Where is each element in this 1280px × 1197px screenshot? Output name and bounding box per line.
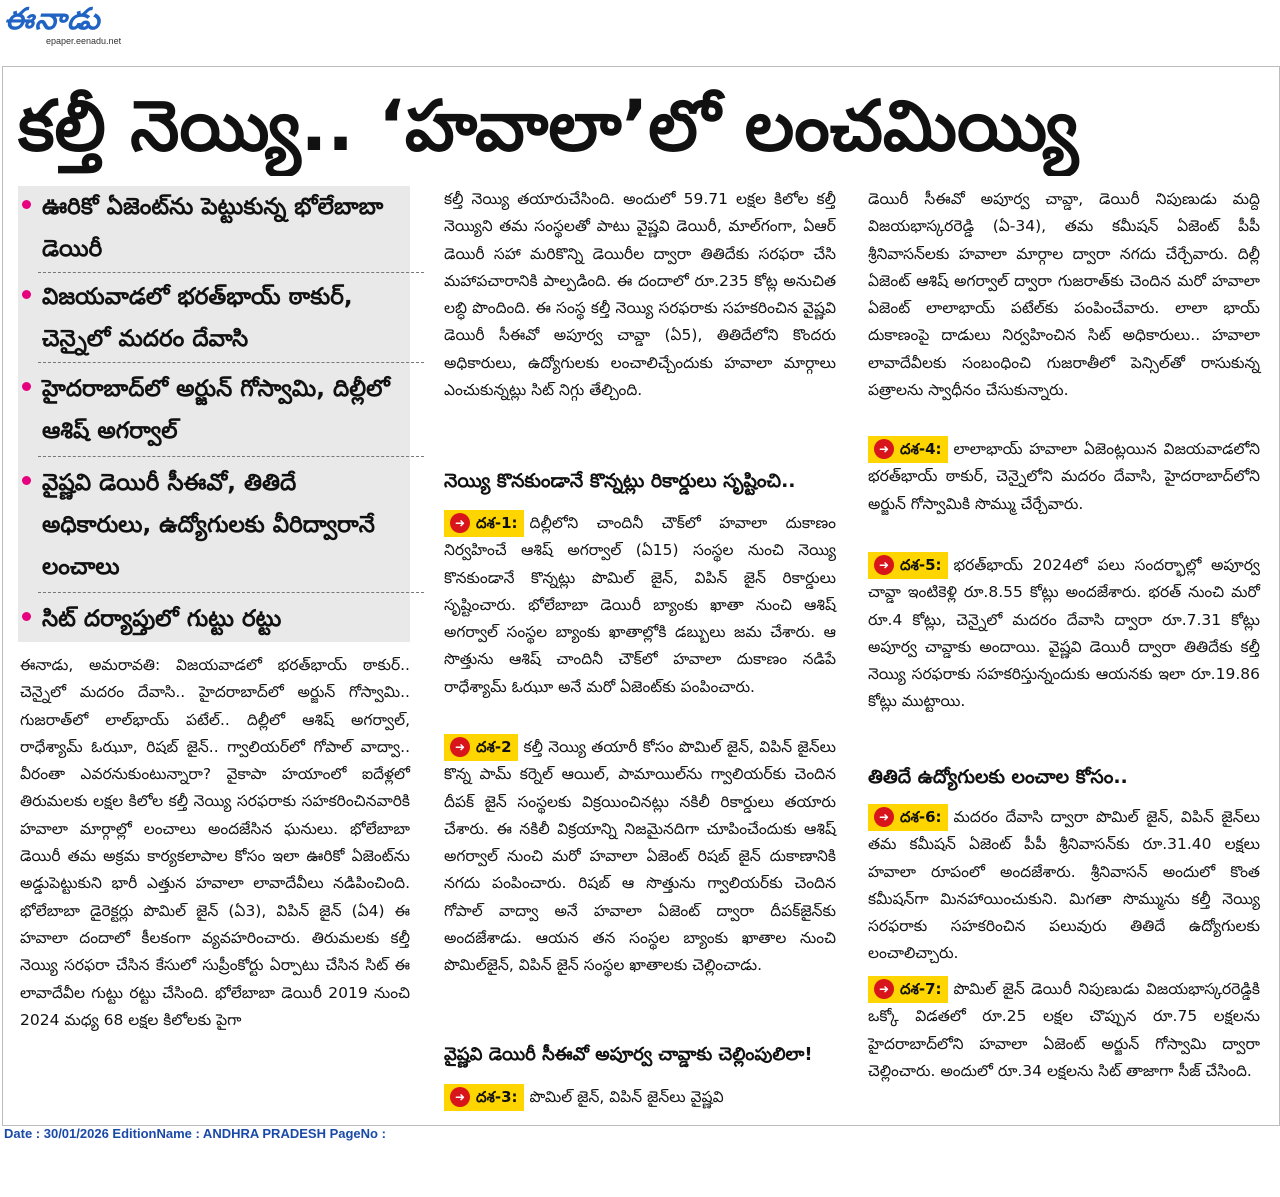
stage-text: పొమిల్‌ జైన్‌, విపిన్‌ జైన్‌లు వైష్ణవి bbox=[529, 1088, 724, 1106]
article-headline: కల్తీ నెయ్యి.. ‘హవాలా’లో లంచమియ్యి bbox=[18, 85, 1079, 167]
stage-sticker bbox=[868, 436, 948, 463]
stage-6 bbox=[868, 804, 1260, 968]
stage-sticker bbox=[868, 804, 948, 831]
column-3-intro bbox=[868, 186, 1260, 404]
site-url[interactable]: epaper.eenadu.net bbox=[46, 36, 122, 46]
stage-text: లాలాభాయ్‌ హవాలా ఏజెంట్లయిన విజయవాడలోని భరత్‌భాయ్‌ ఠాకుర్‌, చెన్నైలోని మదరం దేవాసి, హైదరాబాద్‌లోని అర్జున్‌ గోస్వామికి సొమ్ము చేర్చేవారు. bbox=[868, 440, 1260, 513]
highlight-text: ఊరికో ఏజెంట్‌ను పెట్టుకున్న భోలేబాబా డెయిరీ bbox=[42, 194, 384, 262]
bullet-icon bbox=[22, 382, 31, 391]
stage-sticker bbox=[868, 976, 948, 1003]
stage-label: దశ-1: bbox=[476, 514, 518, 532]
eenadu-logo[interactable]: ఈనాడు bbox=[4, 2, 101, 37]
stage-2 bbox=[444, 734, 836, 980]
arrow-right-icon: ➜ bbox=[874, 555, 894, 575]
masthead bbox=[0, 0, 1280, 60]
stage-sticker bbox=[868, 552, 948, 579]
stage-4 bbox=[868, 436, 1260, 518]
stage-sticker bbox=[444, 734, 518, 761]
stage-text: కల్తీ నెయ్యి తయారీ కోసం పొమిల్‌ జైన్‌, విపిన్‌ జైన్‌లు కొన్న పామ్‌ కర్నెల్‌ ఆయిల్‌, పామాయిల్‌ను గ్వాలియర్‌కు చెందిన దీపక్‌ జైన్‌ సంస్థలకు విక్రయించినట్లు నకిలీ రికార్డులు తయారు చేశారు. ఈ నకిలీ విక్రయాన్ని నిజమైనదిగా చూపించేందుకు ఆశిష్‌ అగర్వాల్‌ నుంచి మరో హవాలా ఏజెంట్‌ రిషబ్‌ జైన్‌ దుకాణానికి నగదు పంపించారు. రిషబ్‌ ఆ సొత్తును గ్వాలియర్‌కు చెందిన గోపాల్‌ వాద్వా అనే హవాలా ఏజెంట్‌ ద్వారా దీపక్‌జైన్‌కు అందజేశాడు. ఆయన తన సంస్థల బ్యాంకు ఖాతాల నుంచి పొమిల్‌జైన్‌, విపిన్‌ జైన్‌ సంస్థల ఖాతాలకు చెల్లించాడు. bbox=[444, 738, 836, 975]
arrow-right-icon: ➜ bbox=[450, 1087, 470, 1107]
arrow-right-icon: ➜ bbox=[874, 979, 894, 999]
bullet-icon bbox=[22, 476, 31, 485]
column-2-intro bbox=[444, 186, 836, 404]
stage-text: పొమిల్‌ జైన్‌ డెయిరీ నిపుణుడు విజయభాస్కరరెడ్డికి ఒక్కో విడతలో రూ.25 లక్షల చొప్పున రూ.75 లక్షలను హైదరాబాద్‌లోని హవాలా ఏజెంట్‌ అర్జున్‌ గోస్వామి ద్వారా చెల్లించారు. అందులో రూ.34 లక్షలను సిట్‌ తాజాగా సీజ్‌ చేసింది. bbox=[868, 980, 1260, 1080]
paragraph: డెయిరీ సీఈవో అపూర్వ చావ్డా, డెయిరీ నిపుణుడు మద్ది విజయభాస్కరరెడ్డి (ఏ-34), తమ కమీషన్‌ ఏజెంట్‌ పీపీ శ్రీనివాసన్‌లకు హవాలా మార్గాల ద్వారా నగదు చేర్చేవారు. దిల్లీ ఏజెంట్‌ ఆశిష్‌ అగర్వాల్‌ ద్వారా గుజరాత్‌కు చెందిన మరో హవాలా ఏజెంట్‌ లాలాభాయ్‌ పటేల్‌కు పంపించేవారు. లాలా భాయ్‌ దుకాణంపై దాడులు నిర్వహించిన సిట్‌ అధికారులు.. హవాలా లావాదేవీలకు సంబంధించి గుజరాతీలో పెన్సిల్‌తో రాసుకున్న పత్రాలను స్వాధీనం చేసుకున్నారు. bbox=[868, 190, 1260, 400]
stage-5 bbox=[868, 552, 1260, 716]
highlight-text: సిట్‌ దర్యాప్తులో గుట్టు రట్టు bbox=[42, 606, 282, 632]
paragraph: కల్తీ నెయ్యి తయారుచేసింది. అందులో 59.71 లక్షల కిలోల కల్తీ నెయ్యిని తమ సంస్థలతో పాటు వైష్ణవి డెయిరీ, మాల్‌గంగా, ఏఆర్‌ డెయిరీ సహా మరికొన్ని డెయిరీల ద్వారా తితిదేకు సరఫరా చేసి మహాపచారానికి పాల్పడింది. ఈ దందాలో రూ.235 కోట్ల అనుచిత లబ్ధి పొందింది. ఈ సంస్థ కల్తీ నెయ్యి సరఫరాకు సహకరించిన వైష్ణవి డెయిరీ సీఈవో అపూర్వ చావ్డా (ఏ5), తితిదేలోని కొందరు అధికారులు, ఉద్యోగులకు లంచాలిచ్చేందుకు హవాలా మార్గాలు ఎంచుకున్నట్లు సిట్‌ నిగ్గు తేల్చింది. bbox=[444, 190, 836, 400]
lead-paragraph: ఈనాడు, అమరావతి: విజయవాడలో భరత్‌భాయ్‌ ఠాకుర్‌.. చెన్నైలో మదరం దేవాసి.. హైదరాబాద్‌లో అర్జున్‌ గోస్వామి.. గుజరాత్‌లో లాల్‌భాయ్‌ పటేల్‌.. దిల్లీలో ఆశిష్‌ అగర్వాల్‌, రాధేశ్యామ్‌ ఓఝూ, రిషబ్‌ జైన్‌.. గ్వాలియర్‌లో గోపాల్‌ వాద్వా.. వీరంతా ఎవరనుకుంటున్నారా? వైకాపా హయాంలో ఐదేళ్లలో తిరుమలకు లక్షల కిలోల కల్తీ నెయ్యి సరఫరాకు సహకరించినవారికి హవాలా మార్గాల్లో లంచాలు అందజేసిన ఘనులు. భోలేబాబా డెయిరీ తమ అక్రమ కార్యకలాపాల కోసం ఇలా ఊరికో ఏజెంట్‌ను అడ్డుపెట్టుకుని భారీ ఎత్తున హవాలా లావాదేవీలు నడిపించింది. భోలేబాబా డైరెక్టర్లు పొమిల్‌ జైన్‌ (ఏ3), విపిన్‌ జైన్‌ (ఏ4) ఈ హవాలా దందాలో కీలకంగా వ్యవహరించారు. తిరుమలకు కల్తీ నెయ్యి సరఫరా చేసిన కేసులో సుప్రీంకోర్టు ఏర్పాటు చేసిన సిట్‌ ఈ లావాదేవీల గుట్టు రట్టు చేసింది. భోలేబాబా డెయిరీ 2019 నుంచి 2024 మధ్య 68 లక్షల కిలోలకు పైగా bbox=[20, 656, 410, 1029]
stage-text: భరత్‌భాయ్‌ 2024లో పలు సందర్భాల్లో అపూర్వ చావ్డా ఇంటికెళ్లి రూ.8.55 కోట్లు అందజేశారు. భరత్‌ నుంచి మరో రూ.4 కోట్లు, చెన్నైలో మదరం దేవాసి ద్వారా రూ.7.31 కోట్లు అపూర్వ చావ్డాకు అందాయి. వైష్ణవి డెయిరీ ద్వారా తితిదేకు కల్తీ నెయ్యి సరఫరాకు సహకరిస్తున్నందుకు ఆయనకు ఇలా రూ.19.86 కోట్లు ముట్టాయి. bbox=[868, 556, 1260, 711]
stage-text: మదరం దేవాసి ద్వారా పొమిల్‌ జైన్‌, విపిన్‌ జైన్‌లు తమ కమీషన్‌ ఏజెంట్‌ పీపీ శ్రీనివాసన్‌కు రూ.31.40 లక్షలు హవాలా రూపంలో అందజేశారు. శ్రీనివాసన్‌ అందులో కొంత కమీషన్‌గా మినహాయించుకుని. మిగతా సొమ్మును కల్తీ నెయ్యి సరఫరాకు సహకరించిన పలువురు తితిదే ఉద్యోగులకు లంచాలిచ్చారు. bbox=[868, 808, 1260, 963]
stage-3 bbox=[444, 1084, 836, 1111]
bullet-icon bbox=[22, 200, 31, 209]
stage-1 bbox=[444, 510, 836, 701]
arrow-right-icon: ➜ bbox=[450, 737, 470, 757]
stage-label: దశ-2 bbox=[476, 738, 512, 756]
divider bbox=[38, 362, 424, 363]
edition-footer: Date : 30/01/2026 EditionName : ANDHRA PRADESH PageNo : bbox=[4, 1126, 386, 1141]
stage-label: దశ-6: bbox=[900, 808, 942, 826]
stage-label: దశ-3: bbox=[476, 1088, 518, 1106]
subheading: తితిదే ఉద్యోగులకు లంచాల కోసం.. bbox=[868, 766, 1128, 788]
highlight-text: వైష్ణవి డెయిరీ సీఈవో, తితిదే అధికారులు, ఉద్యోగులకు వీరిద్వారానే లంచాలు bbox=[42, 470, 375, 580]
divider bbox=[38, 272, 424, 273]
highlight-text: హైదరాబాద్‌లో అర్జున్‌ గోస్వామి, దిల్లీలో ఆశిష్‌ అగర్వాల్‌ bbox=[42, 376, 390, 444]
highlight-text: విజయవాడలో భరత్‌భాయ్‌ ఠాకుర్‌, చెన్నైలో మదరం దేవాసి bbox=[42, 284, 353, 352]
stage-label: దశ-4: bbox=[900, 440, 942, 458]
divider bbox=[38, 456, 424, 457]
stage-label: దశ-7: bbox=[900, 980, 942, 998]
stage-sticker bbox=[444, 510, 524, 537]
column-1 bbox=[20, 652, 410, 1034]
highlights-box bbox=[18, 186, 410, 642]
subheading: నెయ్యి కొనకుండానే కొన్నట్లు రికార్డులు సృష్టించి.. bbox=[444, 470, 796, 492]
stage-7 bbox=[868, 976, 1260, 1085]
divider bbox=[38, 592, 424, 593]
stage-label: దశ-5: bbox=[900, 556, 942, 574]
arrow-right-icon: ➜ bbox=[450, 513, 470, 533]
bullet-icon bbox=[22, 290, 31, 299]
stage-text: దిల్లీలోని చాందినీ చౌక్‌లో హవాలా దుకాణం నిర్వహించే ఆశిష్‌ అగర్వాల్‌ (ఏ15) సంస్థల నుంచి నెయ్యి కొనకుండానే కొన్నట్లు పొమిల్‌ జైన్‌, విపిన్‌ జైన్‌ రికార్డులు సృష్టించారు. భోలేబాబా డెయిరీ బ్యాంకు ఖాతా నుంచి ఆశిష్‌ అగర్వాల్‌ సంస్థల బ్యాంకు ఖాతాల్లోకి డబ్బులు జమ చేశారు. ఆ సొత్తును ఆశిష్‌ చాందినీ చౌక్‌లో హవాలా దుకాణం నడిపే రాధేశ్యామ్‌ ఓఝూ అనే మరో ఏజెంట్‌కు పంపించారు. bbox=[444, 514, 836, 696]
subheading: వైష్ణవి డెయిరీ సీఈవో అపూర్వ చావ్డాకు చెల్లింపులిలా! bbox=[444, 1044, 813, 1065]
arrow-right-icon: ➜ bbox=[874, 439, 894, 459]
bullet-icon bbox=[22, 612, 31, 621]
stage-sticker bbox=[444, 1084, 524, 1111]
arrow-right-icon: ➜ bbox=[874, 807, 894, 827]
